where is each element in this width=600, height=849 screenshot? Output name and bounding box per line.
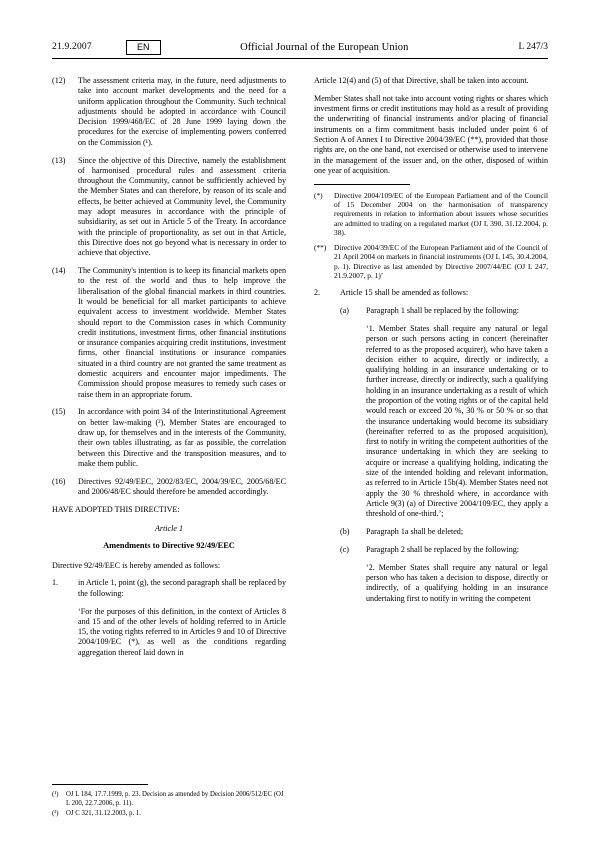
point-2-sub-a-quote: ‘1. Member States shall require any natural or legal person or such persons acting in concert (hereinafter referred to as the proposed acquirer), who have taken a decision either to acquire, directly or indirectly, a qualifying holding in an insurance undertaking or to further increase, directly or indirectly, such a qualifying holding in an insurance undertaking as a result of which the proportion of the voting rights or of the capital held would reach or exceed 20 %, 30 % or 50 % or so that the insurance undertaking would become its subsidiary (hereinafter referred to as the proposed acquisition), first to notify in writing the competent authorities of the insurance undertaking in which they are seeking to acquire or increase a qualifying holding, indicating the size of the intended holding and relevant information, as referred to in Article 15b(4). Member States need not apply the 30 % threshold where, in accordance with Article 9(3) (a) of Directive 2004/109/EC, they apply a threshold of one-third.’; [366,323,548,519]
recital-text: In accordance with point 34 of the Interinstitutional Agreement on better law-making (²), Member States are encouraged to draw up, for themselves and in the interests of the Community, their own tables illustrating, as far as possible, the correlation between this Directive and the transposition measures, and to make them public. [78,407,286,468]
left-column [52,76,286,666]
footnote-mark: (²) [52,810,59,817]
note-mark: (*) [314,190,323,200]
header-divider [52,58,548,59]
header-date: 21.9.2007 [52,42,92,52]
point-text: Article 15 shall be amended as follows: [340,288,469,298]
footnote-item [52,809,286,818]
sub-letter: (c) [340,544,349,554]
footnote-text: OJ C 321, 31.12.2003, p. 1. [66,810,141,817]
point-number: 1. [52,578,59,588]
right-column [314,76,548,611]
recital-number: (16) [52,476,66,486]
recital-15 [52,407,286,469]
footnote-item [52,790,286,808]
article-label: Article 1 [154,524,184,534]
voting-rights-paragraph: Member States shall not take into account voting rights or shares which investment firms or credit institutions may hold as a result of providing the underwriting of financial instruments and/or placing of financial instruments on a firm commitment basis included under point 6 of Section A of Annex I to Directive 2004/39/EC (**), provided that those rights are, on the one hand, not exercised or otherwise used to intervene in the management of the issuer and, on the other, disposed of within one year of acquisition. [314,93,548,175]
recital-number: (12) [52,76,66,85]
note-star [314,191,548,238]
point-text: in Article 1, point (g), the second paragraph shall be replaced by the following: [78,578,286,598]
header-title: Official Journal of the European Union [240,41,409,53]
note-text: Directive 2004/109/EC of the European Parliament and of the Council of 15 December 2004 on the harmonisation of transparency requirements in relation to information about issuers whose securities are admitted to trading on a regulated market (OJ L 390, 31.12.2004, p. 38). [334,190,548,238]
recital-number: (15) [52,407,66,417]
recital-14 [52,266,286,400]
footnote-list [52,790,286,819]
note-text: Directive 2004/39/EC of the European Parliament and of the Council of 21 April 2004 on markets in financial instruments (OJ L 145, 30.4.2004, p. 1). Directive as last amended by Directive 2007/44/EC (OJ L 247, 21.9.2007, p. 1)’ [334,242,548,280]
point-2-sub-a [340,306,548,316]
page-header [52,36,548,58]
sub-text: Paragraph 2 shall be replaced by the following: [366,544,520,554]
article-heading: Amendments to Directive 92/49/EEC [103,541,235,551]
note-double-star [314,243,548,281]
footnote-text: OJ L 184, 17.7.1999, p. 23. Decision as amended by Decision 2006/512/EC (OJ L 200, 22.7.2006, p. 11). [66,791,284,807]
sub-text: Paragraph 1a shall be deleted; [366,527,464,537]
recital-text: The Community's intention is to keep its financial markets open to the rest of the world and thus to help improve the liberalisation of the global financial markets in third countries. It would be beneficial for all market participants to achieve equivalent access to investment worldwide. Member States should report to the Commission cases in which Community credit institutions, investment firms, other financial institutions or insurance companies acquiring credit institutions, investment firms, other financial institutions or insurance companies situated in a third country are not granted the same treatment as domestic acquirers and encounter major impediments. The Commission should propose measures to remedy such cases or raise them in an appropriate forum. [78,266,286,399]
article-intro: Directive 92/49/EEC is hereby amended as follows: [52,560,221,570]
footnote-divider [52,784,148,785]
recital-number: (14) [52,266,66,276]
point-2 [314,288,548,298]
point-number: 2. [314,288,321,298]
recital-12 [52,76,286,148]
recital-text: The assessment criteria may, in the future, need adjustments to take into account market developments and the need for a uniform application throughout the Community. Such technical adjustments should be adopted in accordance with Council Decision 1999/468/EC of 28 June 1999 laying down the procedures for the exercise of implementing powers conferred on the Commission (¹). [78,76,286,147]
adopted-statement: HAVE ADOPTED THIS DIRECTIVE: [52,504,180,514]
sub-text: Paragraph 1 shall be replaced by the following: [366,306,520,316]
recital-text: Since the objective of this Directive, namely the establishment of harmonised procedural rules and assessment criteria throughout the Community, cannot be sufficiently achieved by the Member States and can therefore, by reason of its scale and effects, be better achieved at Community level, the Community may adopt measures in accordance with the principle of subsidiarity, as set out in Article 5 of the Treaty. In accordance with the principle of proportionality, as set out in that Article, this Directive does not go beyond what is necessary in order to achieve that objective. [78,155,286,258]
sub-letter: (b) [340,527,350,537]
point-1-quote: ‘For the purposes of this definition, in the context of Articles 8 and 15 and of the other levels of holding referred to in Article 15, the voting rights referred to in Articles 9 and 10 of Directive 2004/109/EC (*), as well as the conditions regarding aggregation thereof laid down in [78,606,286,657]
point-2-sub-c [340,545,548,555]
sub-letter: (a) [340,306,349,316]
recital-16 [52,477,286,498]
note-mark: (**) [314,242,327,252]
header-reference: L 247/3 [518,42,548,52]
recital-text: Directives 92/49/EEC, 2002/83/EC, 2004/39/EC, 2005/68/EC and 2006/48/EC should therefore be amended accordingly. [78,476,286,496]
point-2-sub-c-quote: ‘2. Member States shall require any natural or legal person who has taken a decision to dispose, directly or indirectly, of a qualifying holding in an insurance undertaking first to notify in writing the competent [366,562,548,603]
continued-paragraph: Article 12(4) and (5) of that Directive, shall be taken into account. [314,76,529,85]
notes-divider [314,184,410,185]
header-language-badge: EN [126,40,161,55]
point-2-sub-b [340,527,548,537]
footnote-mark: (¹) [52,791,59,798]
point-1 [52,578,286,599]
recital-13 [52,156,286,259]
recital-number: (13) [52,155,66,165]
